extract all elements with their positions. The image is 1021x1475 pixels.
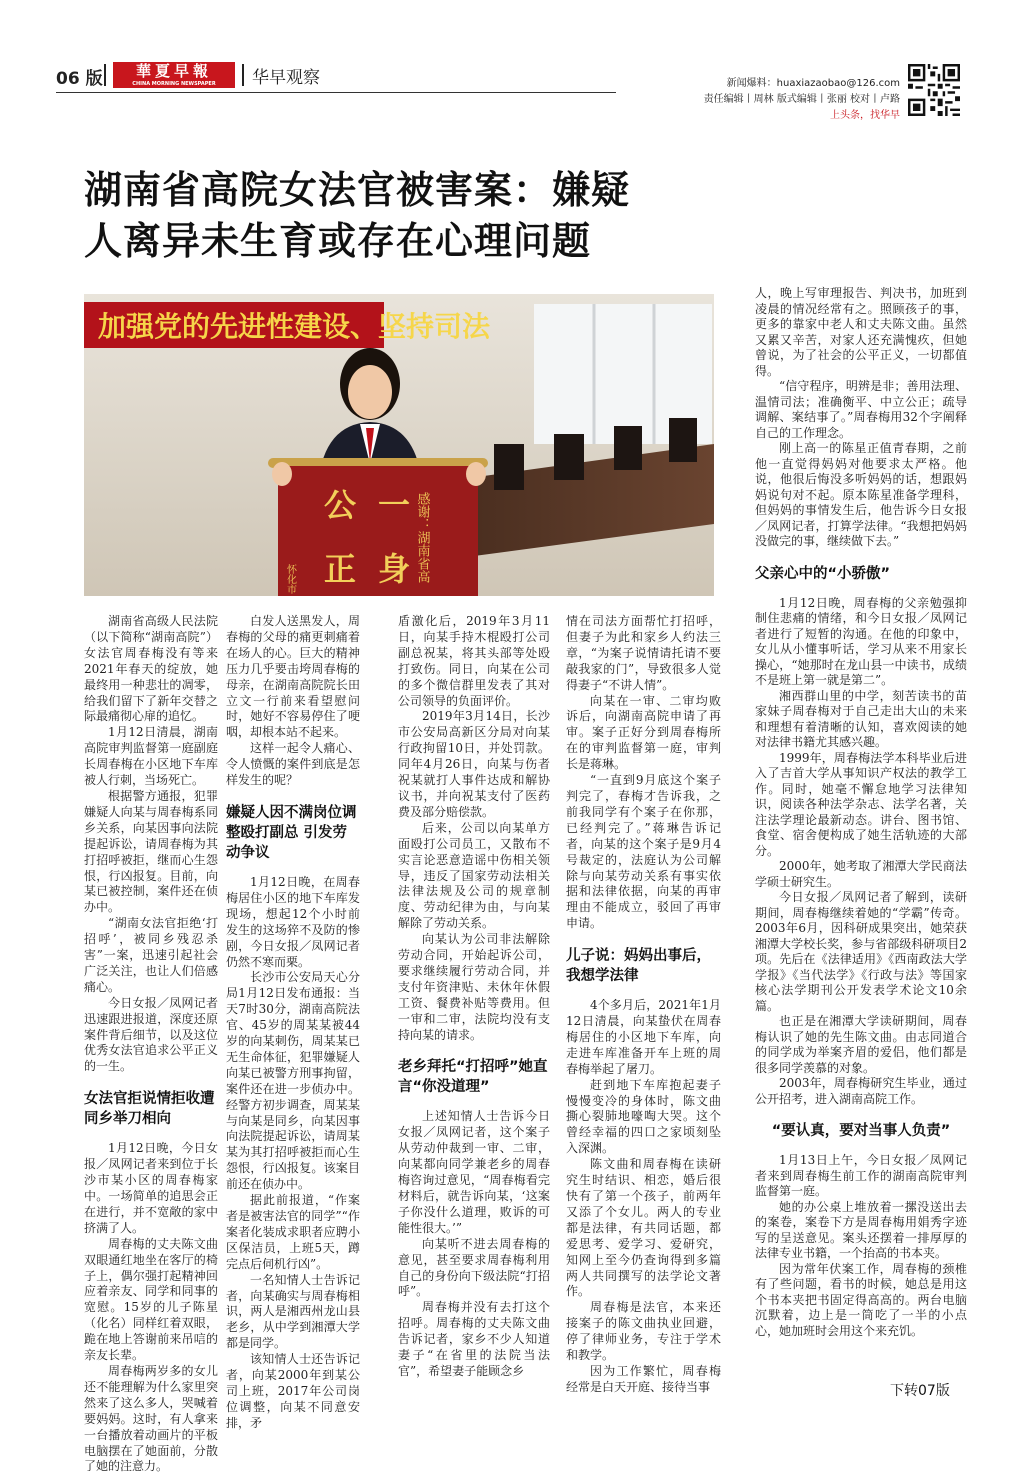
paragraph: 情在司法方面帮忙打招呼，但妻子为此和家乡人约法三章，“为案子说情请托请不要敲我家的门”，导致很多人觉得妻子“不讲人情”。 [566,614,721,692]
paragraph: 根据警方通报，犯罪嫌疑人向某与周春梅系同乡关系，向某因事向法院提起诉讼，请周春梅为其打招呼被拒，继而心生怨恨，行凶报复。目前，向某已被控制，案件还在侦办中。 [84,788,218,915]
pennant-side-text: 怀化市 [284,564,296,594]
paragraph: 今日女报／凤网记者了解到，读研期间，周春梅继续着她的“学霸”传奇。2003年6月，因科研成果突出，她荣获湘潭大学校长奖，参与省部级科研项目2项。先后在《法律适用》《西南政法大学学报》《当代法学》《行政与法》等国家核心法学期刊公开发表学术论文10余篇。 [755,890,967,1013]
paragraph: 向某听不进去周春梅的意见，甚至要求周春梅利用自己的身份向下级法院“打招呼”。 [398,1236,550,1299]
paragraph: 刚上高一的陈星正值青春期，之前他一直觉得妈妈对他要求太严格。他说，他很后悔没多听妈妈的话，想跟妈妈说句对不起。原本陈星准备学理科，但妈妈的事情发生后，他告诉今日女报／凤网记者，打算学法律。“我想把妈妈没做完的事，继续做下去。” [755,441,967,548]
headline-line-2: 人离异未生育或存在心理问题 [84,219,592,263]
paragraph: 周春梅并没有去打这个招呼。周春梅的丈夫陈文曲告诉记者，家乡不少人知道妻子“在省里的法院当法官”，希望妻子能顾念乡 [398,1300,550,1378]
paragraph: 周春梅的丈夫陈文曲双眼通红地坐在客厅的椅子上，偶尔强打起精神回应着亲友、同学和同事的宽慰。15岁的儿子陈星（化名）同样红着双眼，跪在地上答谢前来吊唁的亲友长辈。 [84,1236,218,1363]
paragraph: 也正是在湘潭大学读研期间，周春梅认识了她的先生陈文曲。由志同道合的同学成为举案齐眉的爱侣，他们都是很多同学羡慕的对象。 [755,1014,967,1075]
headline [84,165,764,267]
photo-judge-with-pennant [84,294,714,596]
paragraph: 1999年，周春梅法学本科毕业后进入了吉首大学从事知识产权法的教学工作。同时，她毫不懈怠地学习法律知识，阅读各种法学杂志、法学名著，关注法学理论最新动态。讲台、图书馆、食堂、宿舍便构成了她生活轨迹的大部分。 [755,750,967,858]
subheading: 父亲心中的“小骄傲” [755,565,891,582]
paragraph: 1月12日清晨，湖南高院审判监督第一庭副庭长周春梅在小区地下车库被人行刺，当场死亡。 [84,725,218,788]
masthead [56,58,962,128]
paragraph: 一名知情人士告诉记者，向某确实与周春梅相识，两人是湘西州龙山县老乡，从中学到湘潭大学都是同学。 [226,1272,360,1351]
logo-text: 華夏早報 [135,62,212,80]
paragraph: 因为常年伏案工作，周春梅的颈椎有了些问题，看书的时候，她总是用这个书本夹把书固定得高高的。两台电脑沉默着，边上是一筒吃了一半的小点心，她加班时会用这个来充饥。 [755,1261,967,1338]
paragraph: 2019年3月14日，长沙市公安局高新区分局对向某行政拘留10日，并处罚款。同年4月26日，向某与伤者祝某就打人事件达成和解协议书，并向祝某支付了医药费及部分赔偿款。 [398,709,550,819]
paragraph: 湖南省高级人民法院（以下简称“湖南高院”）女法官周春梅没有等来2021年春天的绽放，她最终用一种悲壮的凋零，给我们留下了新年交替之际最痛彻心扉的追忆。 [84,614,218,724]
paragraph: 1月12日晚，今日女报／凤网记者来到位于长沙市某小区的周春梅家中。一场简单的追思会正在进行，并不宽敞的家中挤满了人。 [84,1141,218,1235]
subheading: “要认真，要对当事人负责” [771,1123,951,1139]
divider [104,64,106,86]
pennant-top-text: 感谢：湖南省高 [414,492,430,583]
paragraph: 陈文曲和周春梅在读研究生时结识、相恋，婚后很快有了第一个孩子，前两年又添了个女儿。两人的专业都是法律，有共同话题，都爱思考、爱学习、爱研究，知网上至今仍查询得到多篇两人共同撰写的法学论文著作。 [566,1157,721,1299]
article-column-3 [398,614,550,1380]
divider [242,64,244,86]
page-number: 06 版 [56,69,103,89]
paragraph: 长沙市公安局天心分局1月12日发布通报：当天7时30分，湖南高院法官、45岁的周某某被44岁的向某刺伤，周某某已无生命体征，犯罪嫌疑人向某已被警方刑事拘留，案件还在进一步侦办中。经警方初步调查，周某某与向某是同乡，向某因事向法院提起诉讼，请周某某为其打招呼被拒而心生怨恨，行凶报复。该案目前还在侦办中。 [226,970,360,1192]
paragraph: 1月12日晚，在周春梅居住小区的地下车库发现场，想起12个小时前发生的这场猝不及防的惨剧，今日女报／凤网记者仍然不寒而栗。 [226,874,360,969]
paragraph: 赶到地下车库抱起妻子慢慢变冷的身体时，陈文曲撕心裂肺地嚎啕大哭。这个曾经幸福的四口之家顷刻坠入深渊。 [566,1077,721,1156]
pennant-char-3: 正 [324,550,357,588]
paragraph: 据此前报道，“作案者是被害法官的同学”“作案者化装成求职者应聘小区保洁员，上班5天，蹲完点后伺机行凶”。 [226,1193,360,1271]
subheading: 嫌疑人因不满岗位调整殴打副总 引发劳动争议 [226,804,357,861]
paragraph: 1月13日上午，今日女报／凤网记者来到周春梅生前工作的湖南高院审判监督第一庭。 [755,1153,967,1198]
paragraph: 今日女报／凤网记者迅速跟进报道，深度还原案件背后细节，以及这位优秀女法官追求公平正义的一生。 [84,995,218,1074]
pennant-char-2: 一 [378,486,411,524]
credits-block [704,76,900,124]
paragraph: 盾激化后，2019年3月11日，向某手持木棍殴打公司副总祝某，将其头部等处殴打致伤。同日，向某在公司的多个微信群里发表了其对公司领导的负面评价。 [398,614,550,708]
editors-line: 责任编辑丨周林 版式编辑丨张丽 校对丨卢路 [703,94,900,105]
headline-line-1: 湖南省高院女法官被害案：嫌疑 [84,168,631,212]
paragraph: 湘西群山里的中学，刻苦读书的苗家妹子周春梅对于自己走出大山的未来和理想有着清晰的认知，喜欢阅读的她对法律书籍尤其感兴趣。 [755,688,967,749]
pennant-char-4: 身 [378,550,411,588]
paragraph: 周春梅是法官，本来还接案子的陈文曲执业回避，停了律师业务，专注于学术和教学。 [566,1300,721,1363]
subheading: 老乡拜托“打招呼”她直言“你没道理” [398,1059,548,1096]
logo-subtitle: CHINA MORNING NEWSPAPER [132,81,216,87]
continued-notice: 下转07版 [890,1383,950,1399]
paragraph: 周春梅两岁多的女儿还不能理解为什么家里突然来了这么多人，哭喊着要妈妈。这时，有人拿来一台播放着动画片的平板电脑摆在了她面前，分散了她的注意力。 [84,1363,218,1474]
article-column-2 [226,614,360,1432]
paragraph: 人，晚上写审理报告、判决书，加班到凌晨的情况经常有之。照顾孩子的事，更多的靠家中老人和丈夫陈文曲。虽然又累又辛苦，对家人还充满愧疚，但她曾说，为了社会的公平正义，一切都值得。 [755,286,967,378]
paragraph: 这样一起令人痛心、令人愤慨的案件到底是怎样发生的呢？ [226,741,360,788]
article-column-1 [84,614,218,1475]
section-title: 华早观察 [252,68,320,88]
qr-code-icon [908,64,960,116]
paragraph: 向某认为公司非法解除劳动合同，开始起诉公司，要求继续履行劳动合同，并支付年资津贴、未休年休假工资、餐费补贴等费用。但一审和二审，法院均没有支持向某的请求。 [398,932,550,1042]
banner-text: 加强党的先进性建设、坚持司法 [98,310,491,343]
slogan: 上头条，找华早 [830,110,900,121]
newspaper-logo [113,62,235,88]
paragraph: 白发人送黑发人，周春梅的父母的痛更刺痛着在场人的心。巨大的精神压力几乎要击垮周春梅的母亲，在湖南高院院长田立文一行前来看望慰问时，她好不容易停住了哽咽，却根本站不起来。 [226,614,360,740]
paragraph: “信守程序，明辨是非；善用法理、温情司法；准确衡平、中立公正；疏导调解、案结事了。”周春梅用32个字阐释自己的工作理念。 [755,379,967,440]
paragraph: 1月12日晚，周春梅的父亲勉强抑制住悲痛的情绪，和今日女报／凤网记者进行了短暂的沟通。在他的印象中，女儿从小懂事听话，学习从来不用家长操心，“她那时在龙山县一中读书，成绩不是班上第一就是第二”。 [755,595,967,687]
paragraph: 后来，公司以向某单方面殴打公司员工，又散布不实言论恶意造谣中伤相关领导，违反了国家劳动法相关法律法规及公司的规章制度、劳动纪律为由，与向某解除了劳动关系。 [398,820,550,931]
paragraph: “湖南女法官拒绝‘打招呼’，被同乡残忍杀害”一案，迅速引起社会广泛关注，也让人们倍感痛心。 [84,916,218,994]
paragraph: 4个多月后，2021年1月12日清晨，向某蛰伏在周春梅居住的小区地下车库，向走进车库准备开车上班的周春梅举起了屠刀。 [566,998,721,1076]
paragraph: 上述知情人士告诉今日女报／凤网记者，这个案子从劳动仲裁到一审、二审，向某都向同学兼老乡的周春梅咨询过意见，“周春梅看完材料后，就告诉向某，‘这案子你没什么道理，败诉的可能性很大。’” [398,1109,550,1235]
paragraph: 2000年，她考取了湘潭大学民商法学硕士研究生。 [755,859,967,889]
paragraph: 因为工作繁忙，周春梅经常是白天开庭、接待当事 [566,1363,721,1394]
paragraph: 她的办公桌上堆放着一摞没送出去的案卷，案卷下方是周春梅用娟秀字迹写的呈送意见。案头还摆着一排厚厚的法律专业书籍，一个抬高的书本夹。 [755,1199,967,1260]
subheading: 女法官拒说情拒收遭同乡举刀相向 [84,1091,215,1128]
paragraph: 向某在一审、二审均败诉后，向湖南高院申请了再审。案子正好分到周春梅所在的审判监督第一庭，审判长是蒋琳。 [566,693,721,772]
news-hotline: 新闻爆料：huaxiazaobao@126.com [726,78,900,89]
article-column-5 [755,286,967,1339]
paragraph: 2003年，周春梅研究生毕业，通过公开招考，进入湖南高院工作。 [755,1076,967,1106]
pennant-char-1: 公 [324,486,357,524]
masthead-rule [56,92,616,93]
subheading: 儿子说：妈妈出事后，我想学法律 [566,948,711,985]
paragraph: “一直到9月底这个案子判完了，春梅才告诉我，之前我同学有个案子在你那，已经判完了。”蒋琳告诉记者，向某的这个案子是9月4号裁定的，法庭认为公司解除与向某劳动关系有事实依据和法律依据，向某的再审理由不能成立，驳回了再审申请。 [566,773,721,931]
article-photo [84,294,714,596]
paragraph: 该知情人士还告诉记者，向某2000年到某公司上班，2017年公司岗位调整，向某不同意安排，矛 [226,1352,360,1430]
article-column-4 [566,614,721,1396]
